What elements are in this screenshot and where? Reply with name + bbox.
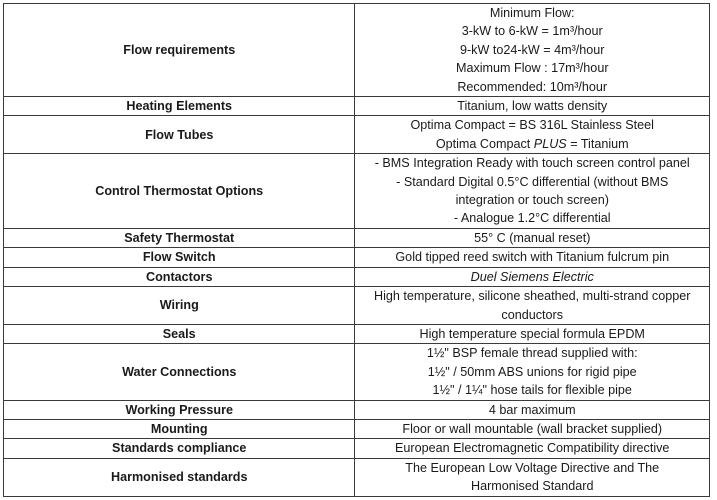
value-line: The European Low Voltage Directive and The: [405, 460, 660, 475]
table-row: [4, 458, 710, 496]
value-line: 4 bar maximum: [488, 402, 576, 417]
table-row: [4, 344, 710, 400]
row-label: Working Pressure: [4, 400, 355, 419]
value-line: conductors: [501, 307, 564, 322]
table-row: [4, 419, 710, 438]
value-line: 1½" / 50mm ABS unions for rigid pipe: [427, 364, 637, 379]
value-line: Duel Siemens Electric: [470, 269, 594, 284]
value-line: 9-kW to24-kW = 4m³/hour: [459, 42, 605, 57]
value-line: 1½" BSP female thread supplied with:: [426, 346, 638, 361]
row-label: Contactors: [4, 267, 355, 286]
value-line: High temperature special formula EPDM: [419, 326, 645, 341]
row-value: [355, 248, 710, 267]
row-value: [355, 287, 710, 325]
row-label: Harmonised standards: [4, 458, 355, 496]
row-value: [355, 267, 710, 286]
value-part-italic: PLUS: [533, 136, 567, 151]
value-line: - Analogue 1.2°C differential: [453, 211, 611, 226]
value-line: European Electromagnetic Compatibility directive: [395, 441, 670, 456]
row-label: Water Connections: [4, 344, 355, 400]
row-value: [355, 228, 710, 247]
table-row: [4, 287, 710, 325]
table-row: [4, 116, 710, 154]
value-part: Optima Compact: [435, 136, 534, 151]
table-row: [4, 400, 710, 419]
row-label: Wiring: [4, 287, 355, 325]
value-line: 1½" / 1¼" hose tails for flexible pipe: [432, 383, 632, 398]
row-value: [355, 97, 710, 116]
row-label: Flow Switch: [4, 248, 355, 267]
table-row: [4, 4, 710, 97]
value-line: 55° C (manual reset): [474, 230, 591, 245]
row-value: [355, 116, 710, 154]
row-label: Heating Elements: [4, 97, 355, 116]
row-value: [355, 324, 710, 343]
row-value: [355, 439, 710, 458]
row-label: Flow Tubes: [4, 116, 355, 154]
value-line: Optima Compact = BS 316L Stainless Steel: [410, 118, 654, 133]
row-value: [355, 458, 710, 496]
row-label: Standards compliance: [4, 439, 355, 458]
value-line: [357, 135, 707, 153]
table-row: [4, 267, 710, 286]
specification-table: [3, 3, 710, 497]
row-label: Flow requirements: [4, 4, 355, 97]
table-row: [4, 228, 710, 247]
value-line: Gold tipped reed switch with Titanium fulcrum pin: [395, 250, 670, 265]
table-row: [4, 439, 710, 458]
row-value: [355, 4, 710, 97]
spec-table-container: [3, 3, 710, 497]
table-row: [4, 248, 710, 267]
row-value: [355, 344, 710, 400]
value-line: Minimum Flow:: [489, 6, 575, 20]
value-part: = Titanium: [566, 136, 629, 151]
row-label: Seals: [4, 324, 355, 343]
row-label: Control Thermostat Options: [4, 154, 355, 229]
table-row: [4, 324, 710, 343]
row-label: Mounting: [4, 419, 355, 438]
value-line: Harmonised Standard: [470, 479, 594, 494]
value-line: 3-kW to 6-kW = 1m³/hour: [461, 24, 603, 39]
table-row: [4, 97, 710, 116]
value-line: - BMS Integration Ready with touch screen control panel: [374, 156, 690, 171]
value-line: - Standard Digital 0.5°C differential (without BMS: [396, 174, 669, 189]
row-label: Safety Thermostat: [4, 228, 355, 247]
value-line: Floor or wall mountable (wall bracket supplied): [402, 421, 663, 436]
table-row: [4, 154, 710, 229]
value-line: Titanium, low watts density: [457, 99, 608, 114]
value-line: High temperature, silicone sheathed, multi-strand copper: [374, 289, 691, 304]
row-value: [355, 154, 710, 229]
value-line: Recommended: 10m³/hour: [457, 79, 608, 94]
row-value: [355, 400, 710, 419]
value-line: integration or touch screen): [455, 193, 609, 208]
row-value: [355, 419, 710, 438]
value-line: Maximum Flow : 17m³/hour: [455, 61, 609, 76]
